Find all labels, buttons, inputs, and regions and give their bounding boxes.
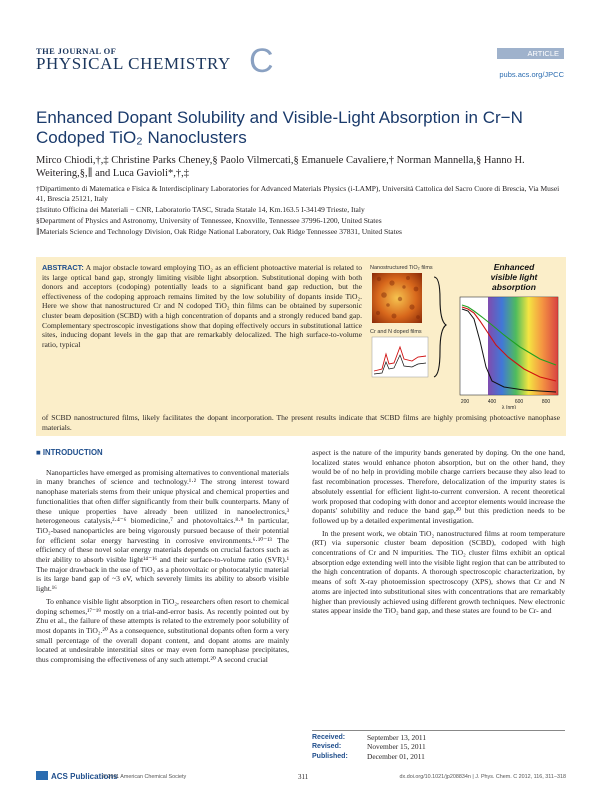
published-label: Published: [312,752,348,760]
section-heading-introduction: ■ INTRODUCTION [36,448,103,457]
right-column [312,448,565,619]
affiliation: §Department of Physics and Astronomy, University of Tennessee, Knoxville, Tennessee 37996-1200, United States [36,215,382,225]
affiliation: ‡Istituto Officina dei Materiali − CNR, Laboratorio TASC, Strada Statale 14, Km.163.5 I-34149 Trieste, Italy [36,204,365,214]
author-list: Mirco Chiodi,†,‡ Christine Parks Cheney,§ Paolo Vilmercati,§ Emanuele Cavaliere,† Norman Mannella,§ Hanno H. Weitering,§,∥ and Luca Gavioli*,†,‡ [36,155,525,179]
journal-logo [36,42,276,86]
journal-name: PHYSICAL CHEMISTRY [36,54,231,73]
body-paragraph: In the present work, we obtain TiO₂ nanostructured films at room temperature (RT) via supersonic cluster beam deposition (SCBD), codoped with high concentrations of Cr and N impurities. The TiO₂ cluster films exhibit an optical absorption edge extending well into the visible light region that can be attributed to the high concentration of dopants. A thorough spectroscopic characterization, by means of soft X-ray photoemission spectroscopy (XPS), shows that Cr and N atoms are injected into substitutional sites with concentrations that are remarkably higher than previously achieved using different growth techniques. New electronic states appear inside the TiO₂ band gap, and these states are found to be Cr- and [312,528,565,616]
abstract-label: ABSTRACT: [42,263,84,272]
abstract-box [36,257,566,436]
received-label: Received: [312,734,346,741]
paper-title: Enhanced Dopant Solubility and Visible-Light Absorption in Cr−N Codoped TiO₂ Nanoclusters [36,108,523,147]
enhanced-title-line1: Enhanced [493,262,535,272]
body-paragraph: Nanoparticles have emerged as promising alternatives to conventional materials in many branches of science and technology.¹·² The strong interest toward nanophase materials stems from their unique physical and chemical properties and functionalities that often differ significantly from their bulk counterparts. Many of these unique properties have already been utilized in nanoelectronics,³ heterogeneous catalysis,²·⁴⁻⁶ biomedicine,⁷ and photovoltaics.⁸·⁹ In particular, TiO₂-based nanoparticles are being vigorously pursued because of their potential for efficient solar energy harvesting in corrosive environments.⁶·¹⁰⁻¹³ The efficiency of these novel solar energy materials depends on crucial factors such as their ability to absorb visible light¹⁴⁻¹⁶ and their surface-to-volume ratio (SVR).¹ The major drawback in the use of TiO₂ as a photovoltaic or photocatalytic material is its large band gap of ~3 eV, which severely limits its ability to absorb visible light.¹⁶ [36,467,289,594]
x-tick-label: 600 [514,399,524,405]
abstract-continued: of SCBD nanostructured films, likely facilitates the dopant incorporation. The present results indicate that SCBD films are highly promising photoactive nanophase materials. [42,413,560,432]
affiliation: †Dipartimento di Matematica e Fisica & Interdisciplinary Laboratories for Advanced Materials Physics (i-LAMP), Università Cattolica del Sacro Cuore di Brescia, Via Musei 41, Brescia 25121, Italy [36,184,560,203]
xps-label: Cr and N doped films [370,329,422,335]
body-paragraph: To enhance visible light absorption in TiO₂, researchers often resort to chemical doping schemes,¹⁷⁻¹⁹ mostly on a trial-and-error basis. As recently pointed out by Zhu et al., the failure of these attempts is related to the extremely poor solubility of most dopants in TiO₂.²⁰ As a consequence, substitutional dopants often form a very small percentage of the overall dopant content, and dopant atoms are mainly located at undesirable interstitial sites or may even form nanophase precipitates, thus compromising the effectiveness of any such attempt.²⁰ A second crucial [36,596,289,665]
journal-the: THE JOURNAL OF [36,46,117,56]
afm-label: Nanostructured TiO₂ films [370,265,433,271]
publication-dates [312,728,565,761]
copyright-notice: © 2011 American Chemical Society [102,774,187,780]
toc-graphic [364,259,564,409]
published-date: December 01, 2011 [367,751,425,761]
enhanced-title-line2: visible light [490,272,538,282]
revised-date: November 15, 2011 [367,742,426,752]
revised-row [312,742,565,751]
x-tick-label: 800 [541,399,551,405]
published-row [312,752,565,761]
visible-spectrum-band [488,297,558,395]
bracket-connector [434,277,446,377]
enhanced-title-line3: absorption [492,282,536,292]
journal-section-letter: C [249,42,274,80]
abstract-text [42,263,362,349]
x-tick-label: 200 [460,399,470,405]
abstract-body: A major obstacle toward employing TiO₂ as an efficient photoactive material is related to its large optical band gap, strongly limiting visible light absorption. Substitutional doping with both donors and acceptors (codoping) potentially leads to a significant band gap reduction, but the effectiveness of the codoping approach remains limited by the low solubility of dopants inside TiO₂. Here we show that nanostructured Cr and N codoped TiO₂ thin films can be obtained by supersonic cluster beam deposition (SCBD) with a high concentration of dopants and a strongly reduced band gap. Complementary spectroscopic investigations show that doping effectively occurs in substitutional lattice sites, inducing dopant levels in the gap that are remarkably delocalized. The high surface-to-volume ratio, typical [42,263,363,349]
received-date: September 13, 2011 [367,733,427,742]
body-paragraph: aspect is the nature of the impurity bands generated by doping. On the one hand, localized states would enhance photon absorption, but on the other hand, they would be of no help in providing mobile charge carriers because they also lead to fast recombination processes. Therefore, delocalization of the impurity states is absolutely essential for efficient light-to-current conversion. A recent theoretical work proposed that codoping with donor and acceptor elements would increase the dopants' solubility and reduce the band gap,²⁰ but this prediction needs to be followed up by a detailed experimental investigation. [312,448,565,525]
received-row [312,733,565,742]
article-tag: ARTICLE [497,48,564,59]
journal-url-link[interactable]: pubs.acs.org/JPCC [499,70,564,79]
publisher-name: ACS Publications [51,772,118,781]
left-column [36,448,289,668]
page-footer [36,771,566,783]
x-tick-label: 400 [487,399,497,405]
affiliations [36,184,566,238]
divider [312,730,565,731]
page-number: 311 [298,773,309,781]
revised-label: Revised: [312,743,342,751]
acs-logo-icon [36,771,48,780]
x-axis-label: λ (nm) [501,405,517,409]
doi-citation[interactable]: dx.doi.org/10.1021/jp208834n | J. Phys. Chem. C 2012, 116, 311−318 [399,774,566,780]
affiliation: ∥Materials Science and Technology Division, Oak Ridge National Laboratory, Oak Ridge Tennessee 37831, United States [36,226,402,236]
